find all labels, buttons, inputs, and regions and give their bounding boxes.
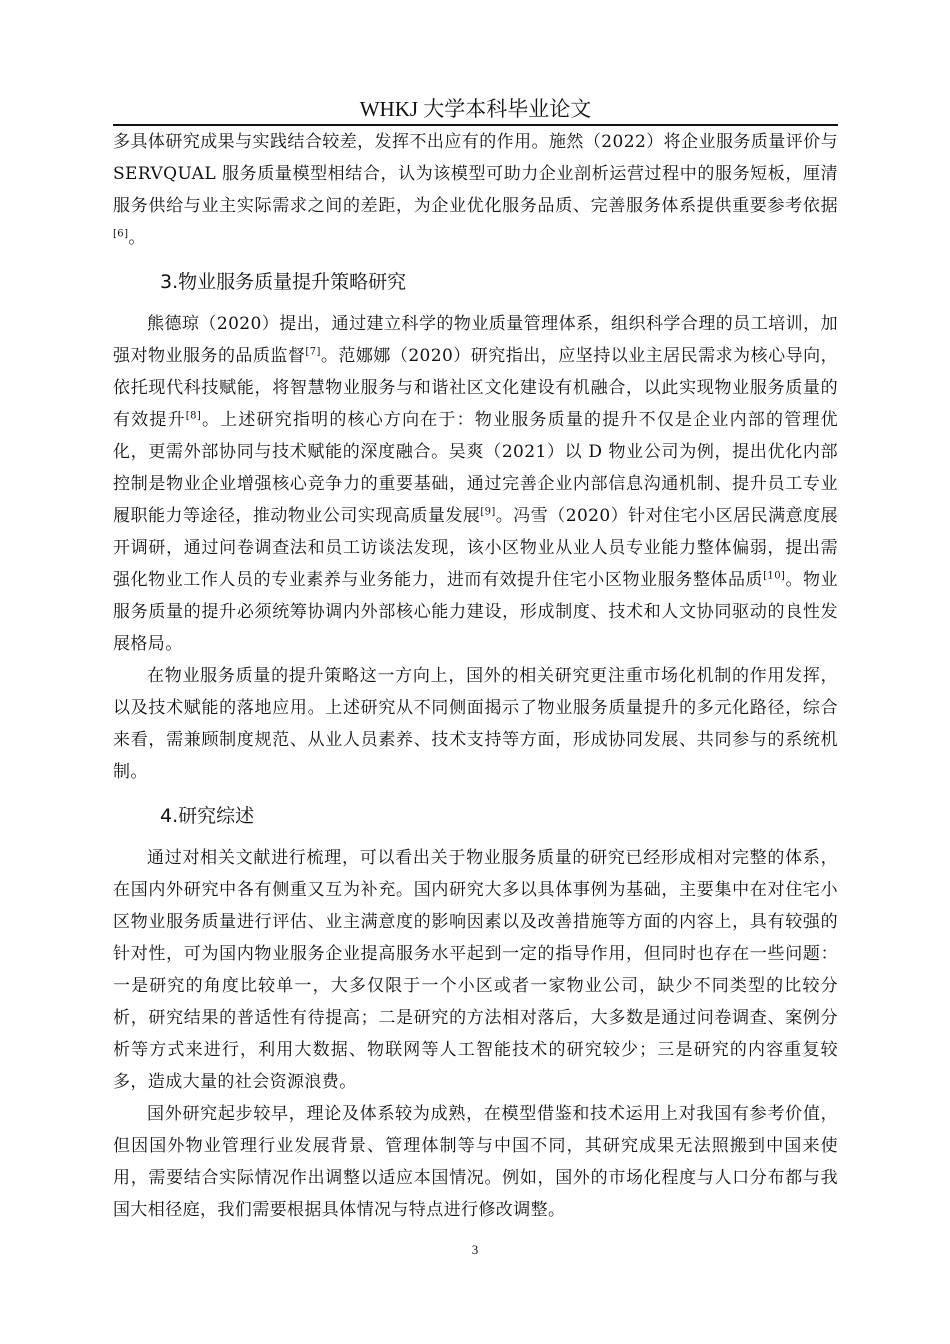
- citation: [6]: [113, 228, 129, 240]
- paragraph-text: 。范娜娜（2020）研究指出，应坚持以业主居民需求为核心导向，依托现代科技赋能，将智慧物业服务与和谐社区文化建设有机融合，以此实现物业服务质量的有效提升: [113, 346, 838, 430]
- paragraph-text: 。冯雪（2020）针对住宅小区居民满意度展开调研，通过问卷调查法和员工访谈法发现，该小区物业从业人员专业能力整体偏弱，提出需强化物业工作人员的专业素养与业务能力，进而有效提升住宅小区物业服务整体品质: [113, 506, 838, 590]
- section-heading: 3.物业服务质量提升策略研究: [160, 271, 407, 293]
- citation: [10]: [763, 570, 786, 582]
- paragraph: 国外研究起步较早，理论及体系较为成熟，在模型借鉴和技术运用上对我国有参考价值，但因国外物业管理行业发展背景、管理体制等与中国不同，其研究成果无法照搬到中国来使用，需要结合实际情况作出调整以适应本国情况。例如，国外的市场化程度与人口分布都与我国大相径庭，我们需要根据具体情况与特点进行修改调整。: [113, 1104, 838, 1220]
- page-header: WHKJ 大学本科毕业论文: [359, 97, 592, 121]
- citation: [9]: [480, 506, 496, 518]
- citation: [8]: [185, 410, 202, 422]
- paragraph-text: 。: [128, 228, 146, 248]
- paragraph-text: 多具体研究成果与实践结合较差，发挥不出应有的作用。施然（2022）将企业服务质量评价与 SERVQUAL 服务质量模型相结合，认为该模型可助力企业剖析运营过程中的服务短板，厘清服务供给与业主实际需求之间的差距，为企业优化服务品质、完善服务体系提供重要参考依据: [113, 132, 838, 216]
- paragraph-text: 。物业服务质量的提升必须统筹协调内外部核心能力建设，形成制度、技术和人文协同驱动的良性发展格局。: [113, 570, 838, 654]
- page-number: 3: [471, 1242, 479, 1257]
- paragraph: 在物业服务质量的提升策略这一方向上，国外的相关研究更注重市场化机制的作用发挥，以及技术赋能的落地应用。上述研究从不同侧面揭示了物业服务质量提升的多元化路径，综合来看，需兼顾制度规范、从业人员素养、技术支持等方面，形成协同发展、共同参与的系统机制。: [113, 666, 838, 782]
- paragraph-text: 。上述研究指明的核心方向在于：物业服务质量的提升不仅是企业内部的管理优化，更需外部协同与技术赋能的深度融合。吴爽（2021）以 D 物业公司为例，提出优化内部控制是物业企业增强核心竞争力的重要基础，通过完善企业内部信息沟通机制、提升员工专业履职能力等途径，推动物业公司实现高质量发展: [113, 410, 838, 526]
- paragraph-continued: [113, 126, 838, 254]
- paragraph: 通过对相关文献进行梳理，可以看出关于物业服务质量的研究已经形成相对完整的体系，在国内外研究中各有侧重又互为补充。国内研究大多以具体事例为基础，主要集中在对住宅小区物业服务质量进行评估、业主满意度的影响因素以及改善措施等方面的内容上，具有较强的针对性，可为国内物业服务企业提高服务水平起到一定的指导作用，但同时也存在一些问题：一是研究的角度比较单一，大多仅限于一个小区或者一家物业公司，缺少不同类型的比较分析，研究结果的普适性有待提高；二是研究的方法相对落后，大多数是通过问卷调查、案例分析等方式来进行，利用大数据、物联网等人工智能技术的研究较少；三是研究的内容重复较多，造成大量的社会资源浪费。: [113, 848, 838, 1092]
- section-heading: 4.研究综述: [160, 805, 255, 827]
- paragraph-text: 熊德琼（2020）提出，通过建立科学的物业质量管理体系，组织科学合理的员工培训，加强对物业服务的品质监督: [113, 314, 838, 366]
- page-body: [113, 126, 838, 1226]
- citation: [7]: [305, 346, 321, 358]
- paragraph: [113, 308, 838, 660]
